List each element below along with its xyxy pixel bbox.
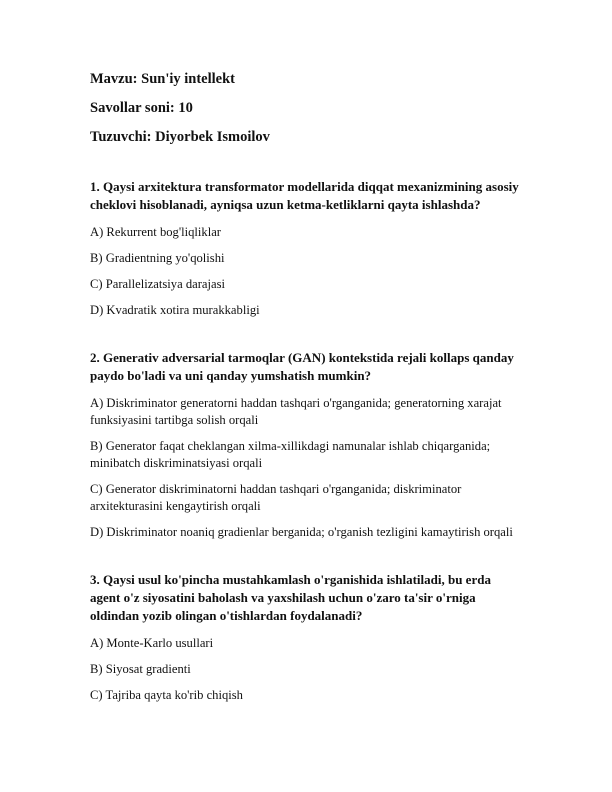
option-c: C) Parallelizatsiya darajasi	[90, 277, 225, 291]
question-1	[90, 178, 524, 319]
option-b: B) Siyosat gradienti	[90, 662, 191, 676]
option-a: A) Monte-Karlo usullari	[90, 636, 214, 650]
option-a: A) Rekurrent bog'liqliklar	[90, 225, 221, 239]
option-b: B) Gradientning yo'qolishi	[90, 251, 225, 265]
question-text: 3. Qaysi usul ko'pincha mustahkamlash o'rganishida ishlatiladi, bu erda agent o'z siyosatini baholash va yaxshilash uchun o'zaro ta'sir o'rniga oldindan yozib olingan o'tishlardan foydalanadi?	[90, 572, 491, 623]
option-c: C) Generator diskriminatorni haddan tashqari o'rganganida; diskriminator arxitekturasini kengaytirish orqali	[90, 482, 462, 513]
question-3	[90, 571, 524, 704]
author-line: Tuzuvchi: Diyorbek Ismoilov	[90, 129, 270, 145]
document-header	[90, 70, 524, 146]
option-a: A) Diskriminator generatorni haddan tashqari o'rganganida; generatorning xarajat funksiyasini tartibga solish orqali	[90, 396, 502, 427]
option-d: D) Diskriminator noaniq gradienlar berganida; o'rganish tezligini kamaytirish orqali	[90, 525, 513, 539]
question-text: 2. Generativ adversarial tarmoqlar (GAN) kontekstida rejali kollaps qanday paydo bo'ladi va uni qanday yumshatish mumkin?	[90, 350, 514, 383]
topic-line: Mavzu: Sun'iy intellekt	[90, 71, 236, 87]
option-c: C) Tajriba qayta ko'rib chiqish	[90, 688, 243, 702]
question-text: 1. Qaysi arxitektura transformator modellarida diqqat mexanizmining asosiy cheklovi hisoblanadi, ayniqsa uzun ketma-ketliklarni qayta ishlashda?	[90, 179, 519, 212]
option-b: B) Generator faqat cheklangan xilma-xillikdagi namunalar ishlab chiqarganida; minibatch diskriminatsiyasi orqali	[90, 439, 491, 470]
question-2	[90, 349, 524, 541]
question-count-line: Savollar soni: 10	[90, 100, 193, 116]
option-d: D) Kvadratik xotira murakkabligi	[90, 303, 260, 317]
